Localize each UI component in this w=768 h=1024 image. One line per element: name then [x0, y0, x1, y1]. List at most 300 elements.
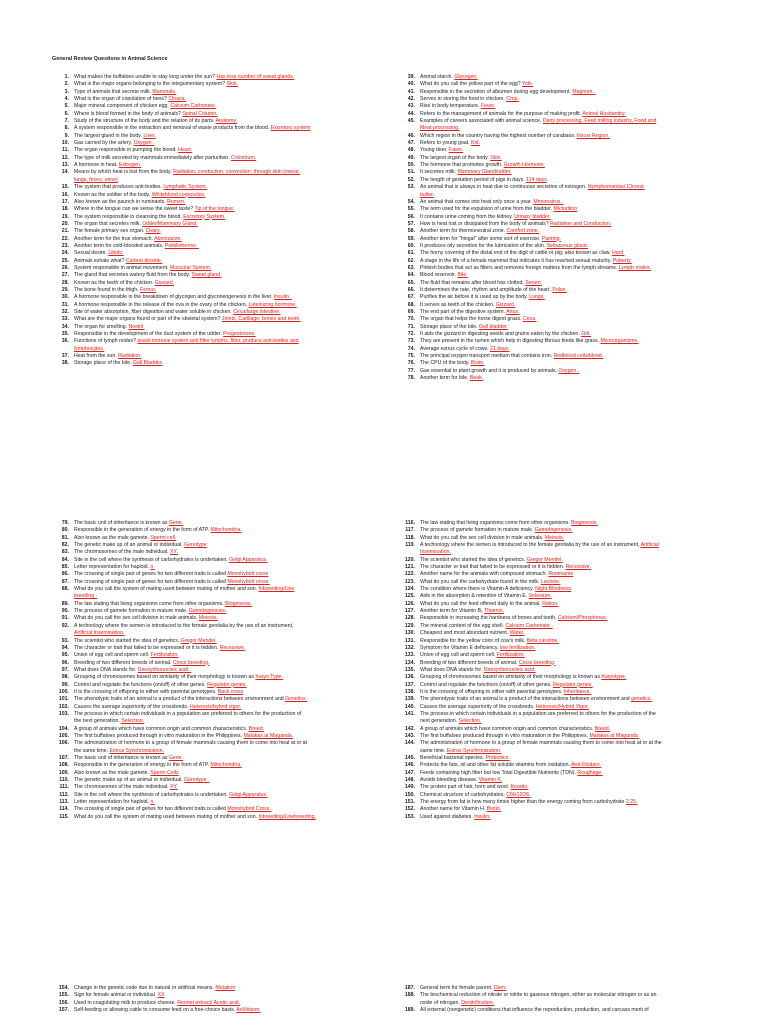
answer-text: Radiation and Conduction. — [550, 220, 612, 227]
question-item — [52, 520, 370, 527]
question-text: How is heat lost or dissipated from the body of animals? — [420, 220, 551, 227]
question-text: Also known as the male gamete. — [74, 769, 151, 776]
question-item — [398, 155, 716, 162]
answer-text: Muscular System. — [170, 264, 212, 271]
question-text: The protein part of hair, horn and wool. — [420, 784, 511, 791]
question-text: Grouping of chromosomes based on similarity of their morphology is known as — [74, 674, 256, 681]
question-item — [398, 733, 716, 740]
question-number: 147. — [404, 769, 415, 776]
question-item — [52, 549, 370, 556]
column-3 — [52, 520, 370, 821]
question-number: 63. — [407, 264, 415, 271]
question-number: 66. — [407, 286, 415, 293]
question-item — [52, 733, 370, 740]
question-item — [52, 682, 370, 689]
question-number: 92. — [61, 622, 69, 629]
question-item — [398, 206, 716, 213]
question-number: 70. — [407, 316, 415, 323]
question-text: What is the major organs belonging to the integumentary system? — [74, 81, 227, 88]
question-text: oxide of nitrogen. — [420, 999, 462, 1006]
question-text: Letter representation for haploid. — [74, 799, 151, 806]
answer-text: Pulse. — [552, 286, 567, 293]
question-item — [52, 660, 370, 667]
question-item — [52, 535, 370, 542]
question-number: 133. — [404, 652, 415, 659]
answer-text: Water. — [509, 630, 525, 637]
question-item — [398, 1000, 716, 1007]
answer-text: Inbreeding/Line — [258, 586, 295, 593]
answer-text: Heterosis/hybrid vigor. — [189, 703, 242, 710]
question-text: What do you call the feed offered daily to the animal. — [420, 600, 543, 607]
answer-text: genetics. — [631, 696, 652, 703]
question-item — [52, 236, 370, 243]
answer-text: Ration. — [542, 600, 559, 607]
question-text: Responsible in the generation of energy in the form of ATP. — [74, 527, 211, 534]
question-item — [52, 111, 370, 118]
question-number: 39. — [407, 74, 415, 80]
answer-text: Malakas at Maganda. — [589, 732, 640, 739]
question-number: 54. — [407, 198, 415, 205]
question-item — [398, 360, 716, 367]
answer-text: Karyo Type. — [255, 674, 283, 681]
answer-text: Rennet extract/ Acetic acid. — [177, 999, 241, 1006]
question-item — [52, 645, 370, 652]
question-item — [52, 762, 370, 769]
question-number: 112. — [59, 791, 69, 798]
question-number: 38. — [61, 360, 69, 367]
question-number: 99. — [61, 681, 69, 688]
question-text: The phenotypic traits of an animal is a product of the interactions between environment and — [420, 696, 632, 703]
question-text: Serves in storing the food in chicken. — [420, 96, 507, 103]
question-number: 58. — [407, 228, 415, 235]
answer-text: Mitochondria. — [210, 762, 242, 769]
question-text: Refers to the management of animals for the purpose of making profit. — [420, 110, 583, 117]
question-text: Responsible in the secretion of albumen during egg development. — [420, 88, 573, 95]
answer-text: Gametogenesis. — [188, 608, 227, 615]
answer-text: Heart. — [178, 147, 193, 154]
answer-text: Sweat gland. — [191, 272, 222, 279]
question-text: Protects the fats, oil and other fat soluble vitamins from oxidation. — [420, 762, 572, 769]
question-text: Letter representation for haploid. — [74, 564, 151, 571]
answer-text: XY. — [170, 549, 178, 556]
question-number: 55. — [407, 206, 415, 213]
question-text: The largest gland in the body. — [74, 132, 144, 139]
question-item — [52, 338, 370, 345]
question-item — [52, 792, 370, 799]
question-number: 81. — [61, 534, 69, 541]
question-number: 20. — [61, 220, 69, 227]
question-item — [52, 586, 370, 593]
question-item — [398, 118, 716, 125]
question-number: 116. — [405, 520, 415, 526]
question-text: The system that produces anti-bodies. — [74, 184, 164, 191]
question-text: An animal that comes into heat only once a year. — [420, 198, 534, 205]
answer-text: Artificial Insemination. — [74, 630, 125, 637]
question-item — [52, 704, 370, 711]
question-number: 75. — [407, 353, 415, 360]
answer-text: Nymphomanias/ Chronic — [587, 184, 645, 191]
question-item — [398, 250, 716, 257]
answer-text: Vitamin K. — [478, 777, 503, 784]
question-item — [52, 718, 370, 725]
answer-text: Puberty. — [612, 257, 632, 264]
question-number: 80. — [61, 527, 69, 534]
question-number: 145. — [404, 755, 415, 761]
question-text: The process in which certain individuals in a population are preferred to others for the production of the — [420, 710, 656, 717]
question-text: The principal oxygen transport medium that contains iron. — [420, 353, 554, 360]
question-number: 103. — [58, 710, 69, 717]
answer-text: Heterosis/Hybrid Vigor. — [535, 703, 589, 710]
question-text: the next generation. — [74, 718, 122, 725]
question-number: 60. — [407, 242, 415, 249]
answer-text: Udder/Mammary Gland. — [142, 220, 198, 227]
question-text: The scientist who started the idea of genetics. — [420, 556, 527, 563]
question-number: 82. — [61, 542, 69, 549]
question-number: 138. — [404, 688, 415, 695]
question-item — [52, 652, 370, 659]
answer-text: Biotin. — [486, 806, 502, 813]
question-item — [52, 674, 370, 681]
question-text: The end part of the digestive system. — [420, 309, 507, 315]
question-text: Sign for female animal or individual. — [74, 992, 158, 999]
question-item — [398, 1007, 716, 1014]
answer-text: Night Blindness — [535, 586, 572, 593]
question-number: 77. — [407, 367, 415, 374]
answer-text: Cross breeding. — [172, 659, 210, 666]
question-number: 79. — [61, 520, 69, 526]
question-text: Responsible for the yellow color of cow's milk. — [420, 637, 527, 644]
answer-text: Fever. — [480, 103, 496, 110]
question-item — [398, 265, 716, 272]
question-item — [52, 155, 370, 162]
question-text: The administration of hormone to a group of female mammals causing them to come into heat at or at the — [420, 740, 662, 747]
question-item — [52, 615, 370, 622]
answer-text: Fertilization. — [150, 652, 179, 659]
question-item — [398, 608, 716, 615]
question-number: 96. — [61, 659, 69, 666]
answer-text: XY. — [170, 784, 178, 791]
question-text: Another term for the true stomach. — [74, 235, 155, 242]
answer-text: low fertilization. — [499, 644, 536, 651]
question-item — [398, 586, 716, 593]
question-text: The genetic make up of an animal or individual. — [74, 542, 185, 549]
question-number: 49. — [407, 154, 415, 161]
question-item — [398, 169, 716, 176]
answer-text: Radiation. — [118, 353, 142, 360]
question-item — [398, 571, 716, 578]
question-text: The character or trait that failed to be expressed or it is hidden. — [420, 564, 566, 571]
question-number: 140. — [404, 703, 415, 710]
question-item — [398, 133, 716, 140]
question-text: next generation. — [420, 718, 459, 725]
question-text: Union of egg cell and sperm cell. — [420, 652, 497, 659]
question-number: 152. — [404, 806, 415, 813]
question-item — [52, 162, 370, 169]
question-text: The fluid that remains after blood has clotted. — [420, 279, 526, 286]
question-item — [52, 770, 370, 777]
question-text: Site of water absorption, fiber digestion and water soluble in chicken. — [74, 309, 234, 315]
answer-text: Insulin . — [273, 294, 292, 301]
question-item — [52, 331, 370, 338]
question-number: 8. — [64, 125, 69, 132]
question-item — [398, 557, 716, 564]
question-number: 150. — [404, 791, 415, 798]
question-item — [52, 294, 370, 301]
question-text: Site in the cell where the synthesis of carbohydrates is undertaken. — [74, 556, 230, 563]
answer-text: Whiteblood corpuscles. — [151, 191, 206, 198]
answer-text: Luteinizing hormone. — [248, 301, 297, 308]
question-number: 57. — [407, 220, 415, 227]
answer-text: Thiamin. — [484, 608, 505, 615]
question-item — [398, 645, 716, 652]
question-number: 121. — [404, 564, 415, 571]
question-number: 136. — [404, 674, 415, 681]
answer-text: Cloaca. — [168, 96, 186, 103]
question-item — [398, 564, 716, 571]
question-number: 151. — [404, 799, 415, 806]
question-number: 90. — [61, 608, 69, 615]
question-item — [398, 674, 716, 681]
question-number: 72. — [407, 331, 415, 338]
question-number: 91. — [61, 615, 69, 622]
answer-text: Rumen. — [167, 198, 186, 205]
answer-text: Dairy processing, Feed milling industry, Food and — [542, 118, 657, 125]
answer-text: Recessive. — [219, 644, 245, 651]
question-text: Examples of careers associated with animal science. — [420, 118, 543, 125]
question-number: 36. — [61, 338, 69, 345]
question-text: The horny covering of the distal end of the digit of cattle or pig; also known as claw. — [420, 250, 613, 257]
question-item — [398, 375, 716, 382]
question-item — [398, 660, 716, 667]
answer-text: Denitrification. — [461, 999, 495, 1006]
answer-text: Anatomy. — [215, 118, 238, 125]
question-number: 85. — [61, 564, 69, 571]
question-item — [398, 623, 716, 630]
question-text: Animals exhale what? — [74, 257, 126, 264]
question-item — [398, 125, 716, 132]
question-item — [52, 125, 370, 132]
question-number: 34. — [61, 323, 69, 330]
question-number: 124. — [404, 586, 415, 593]
answer-text: Deoxyribonucleic acid . — [137, 666, 192, 673]
answer-text: bulter. — [420, 191, 435, 198]
question-number: 109. — [58, 769, 69, 776]
question-number: 104. — [58, 725, 69, 732]
question-text: What does DNA stands for. — [420, 666, 484, 673]
question-text: Sexual desire. — [74, 250, 109, 257]
question-item — [398, 696, 716, 703]
question-text: Aids in the absorption & retention of Vitamin E. — [420, 593, 529, 600]
answer-text: Libido. — [108, 250, 124, 257]
answer-text: Panting. — [541, 235, 561, 242]
answer-text: Keratin. — [510, 784, 529, 791]
answer-text: Probiotics. — [485, 755, 510, 761]
question-text: same time. — [420, 747, 447, 754]
question-list — [398, 74, 716, 382]
question-item — [398, 704, 716, 711]
question-text: The character or trait that failed to be expressed or it is hidden. — [74, 644, 220, 651]
answer-text: Meiosis. — [544, 534, 564, 541]
question-text: Site in the cell where the synthesis of carbohydrates is undertaken. — [74, 791, 230, 798]
answer-text: C6H12O6. — [506, 791, 531, 798]
question-text: What do you call the system of mating used between mating of mother and son. — [74, 813, 259, 820]
question-text: System responsible in animal movement. — [74, 264, 171, 271]
question-text: What makes the buffaloes unable to stay long under the sun? — [74, 74, 217, 80]
question-number: 5. — [64, 103, 69, 110]
question-number: 76. — [407, 360, 415, 367]
question-text: The process in which certain individuals in a population are preferred to others for the production of — [74, 710, 302, 717]
question-item — [52, 527, 370, 534]
question-number: 50. — [407, 162, 415, 169]
answer-text: Serum. — [525, 279, 542, 286]
answer-text: Genotype — [184, 542, 207, 549]
question-item — [398, 147, 716, 154]
question-number: 86. — [61, 571, 69, 578]
answer-text: Brain. — [470, 360, 485, 367]
question-item — [398, 814, 716, 821]
answer-text: Sperm Cells — [150, 769, 179, 776]
question-text: Purifies the air before it is used up by the body. — [420, 294, 530, 301]
answer-text: Regulator genes. — [553, 681, 593, 688]
question-item — [52, 623, 370, 630]
question-text: A stage in the life of a female mammal that indicates it has reached sexual maturity. — [420, 257, 613, 264]
answer-text: Gizzard. — [495, 301, 516, 308]
column-4 — [398, 520, 716, 821]
question-item — [398, 184, 716, 191]
question-number: 29. — [61, 286, 69, 293]
question-text: The phenotypic traits of an animal is a product of the interactions between environment and — [74, 696, 286, 703]
question-text: A hormone in heat. — [74, 162, 119, 169]
answer-text: Comfort zone. — [506, 228, 540, 235]
answer-text: Radiation, conduction, convection; through skin (sweat, — [173, 169, 300, 176]
question-text: The female primary sex organ. — [74, 228, 146, 235]
question-number: 45. — [407, 118, 415, 125]
answer-text: Anus. — [506, 309, 520, 315]
answer-text: Monohybrid cross — [227, 571, 269, 578]
question-text: Known as the teeth of the chicken. — [74, 279, 155, 286]
question-item — [52, 630, 370, 637]
question-item — [398, 199, 716, 206]
question-text: Heat from the sun. — [74, 353, 119, 360]
question-item — [398, 81, 716, 88]
question-item — [52, 696, 370, 703]
question-number: 10. — [61, 140, 69, 147]
answer-text: Spinal Column. — [182, 110, 218, 117]
question-text: Type of animals that secrete milk. — [74, 88, 153, 95]
question-item — [52, 169, 370, 176]
question-text: The system responsible in cleansing the blood. — [74, 213, 184, 220]
question-text: Young deer. — [420, 147, 449, 154]
answer-text: Estrus Synchronization. — [109, 747, 164, 754]
column-6 — [398, 985, 716, 1014]
answer-text: Lymphatic System. — [163, 184, 208, 191]
answer-text: Fertilization. — [496, 652, 525, 659]
answer-text: Gametogenesis. — [534, 527, 573, 534]
answer-text: Progesterone. — [223, 331, 256, 338]
question-item — [398, 579, 716, 586]
question-number: 189. — [404, 1007, 415, 1014]
answer-text: Kid. — [471, 140, 480, 147]
question-item — [52, 601, 370, 608]
question-number: 16. — [61, 191, 69, 198]
answer-text: Cross breeding. — [518, 659, 556, 666]
question-item — [52, 689, 370, 696]
answer-text: Monohybrid Cross. — [227, 806, 271, 813]
question-text: Causes the average superiority of the crossbreds. — [74, 703, 190, 710]
answer-text: breeding . — [74, 593, 98, 600]
question-text: Responsible in the development of the duct system of the udder. — [74, 331, 224, 338]
question-number: 23. — [61, 242, 69, 249]
answer-text: Selection. — [121, 718, 145, 725]
question-text: It determines the rate, rhythm and amplitude of the heart. — [420, 286, 553, 293]
question-text: The hormone that promotes growth. — [420, 162, 504, 169]
question-item — [52, 81, 370, 88]
answer-text: Beak. — [469, 375, 484, 382]
answer-text: Fawn. — [448, 147, 464, 154]
question-number: 68. — [407, 301, 415, 308]
answer-text: Liver. — [143, 132, 156, 139]
question-list — [52, 985, 370, 1014]
answer-text: Gall bladder. — [478, 323, 508, 330]
answer-text: Beta carotine. — [526, 637, 559, 644]
answer-text: Biogenesis. — [571, 520, 598, 526]
answer-text: Ovary. — [145, 228, 161, 235]
question-number: 22. — [61, 235, 69, 242]
answer-text: Ceca. — [522, 316, 537, 323]
question-number: 135. — [404, 666, 415, 673]
question-item — [398, 542, 716, 549]
question-number: 188. — [404, 992, 415, 999]
question-number: 105. — [58, 732, 69, 739]
question-text: Gas carried by the artery. — [74, 140, 134, 147]
question-number: 62. — [407, 257, 415, 264]
answer-text: 21 days. — [489, 345, 510, 352]
question-item — [398, 192, 716, 199]
question-text: All external (nongenetic) conditions that influence the reproduction, production, and carcass merit of — [420, 1007, 649, 1014]
question-text: The law stating that living organisms come from other organisms. — [420, 520, 572, 526]
question-text: Major mineral component of chicken egg. — [74, 103, 171, 110]
answer-text: Gene. — [168, 755, 184, 761]
question-number: 33. — [61, 316, 69, 323]
question-text: It secretes milk. — [420, 169, 458, 176]
answer-text: Artificial — [640, 542, 659, 549]
question-item — [52, 814, 370, 821]
answer-text: Lymph nodes. — [618, 264, 652, 271]
question-item — [52, 140, 370, 147]
question-text: Another term for thermoneutral zone. — [420, 228, 507, 235]
question-number: 65. — [407, 279, 415, 286]
question-text: A hormone responsible in the breakdown of glycogen and glyconeogenesis in the liver. — [74, 294, 274, 301]
question-text: The genetic make up of an animal or individual. — [74, 777, 185, 784]
question-text: What do you call the system of mating used between mating of mother and son. — [74, 586, 259, 593]
question-text: The law stating that living organisms come from other organisms. — [74, 600, 226, 607]
question-item — [398, 74, 716, 81]
question-number: 83. — [61, 549, 69, 556]
answer-text: Inheritance. — [563, 688, 591, 695]
question-number: 41. — [407, 88, 415, 95]
question-number: 128. — [404, 615, 415, 622]
question-item — [52, 265, 370, 272]
question-item — [52, 985, 370, 992]
answer-text: Genetics. — [285, 696, 308, 703]
column-2 — [398, 56, 716, 382]
question-item — [52, 542, 370, 549]
question-text: The chromosomes of the male individual. — [74, 784, 171, 791]
question-item — [398, 236, 716, 243]
question-text: Grouping of chromosomes based on similarity of their morphology is known as — [420, 674, 602, 681]
question-item — [398, 682, 716, 689]
question-item — [398, 243, 716, 250]
